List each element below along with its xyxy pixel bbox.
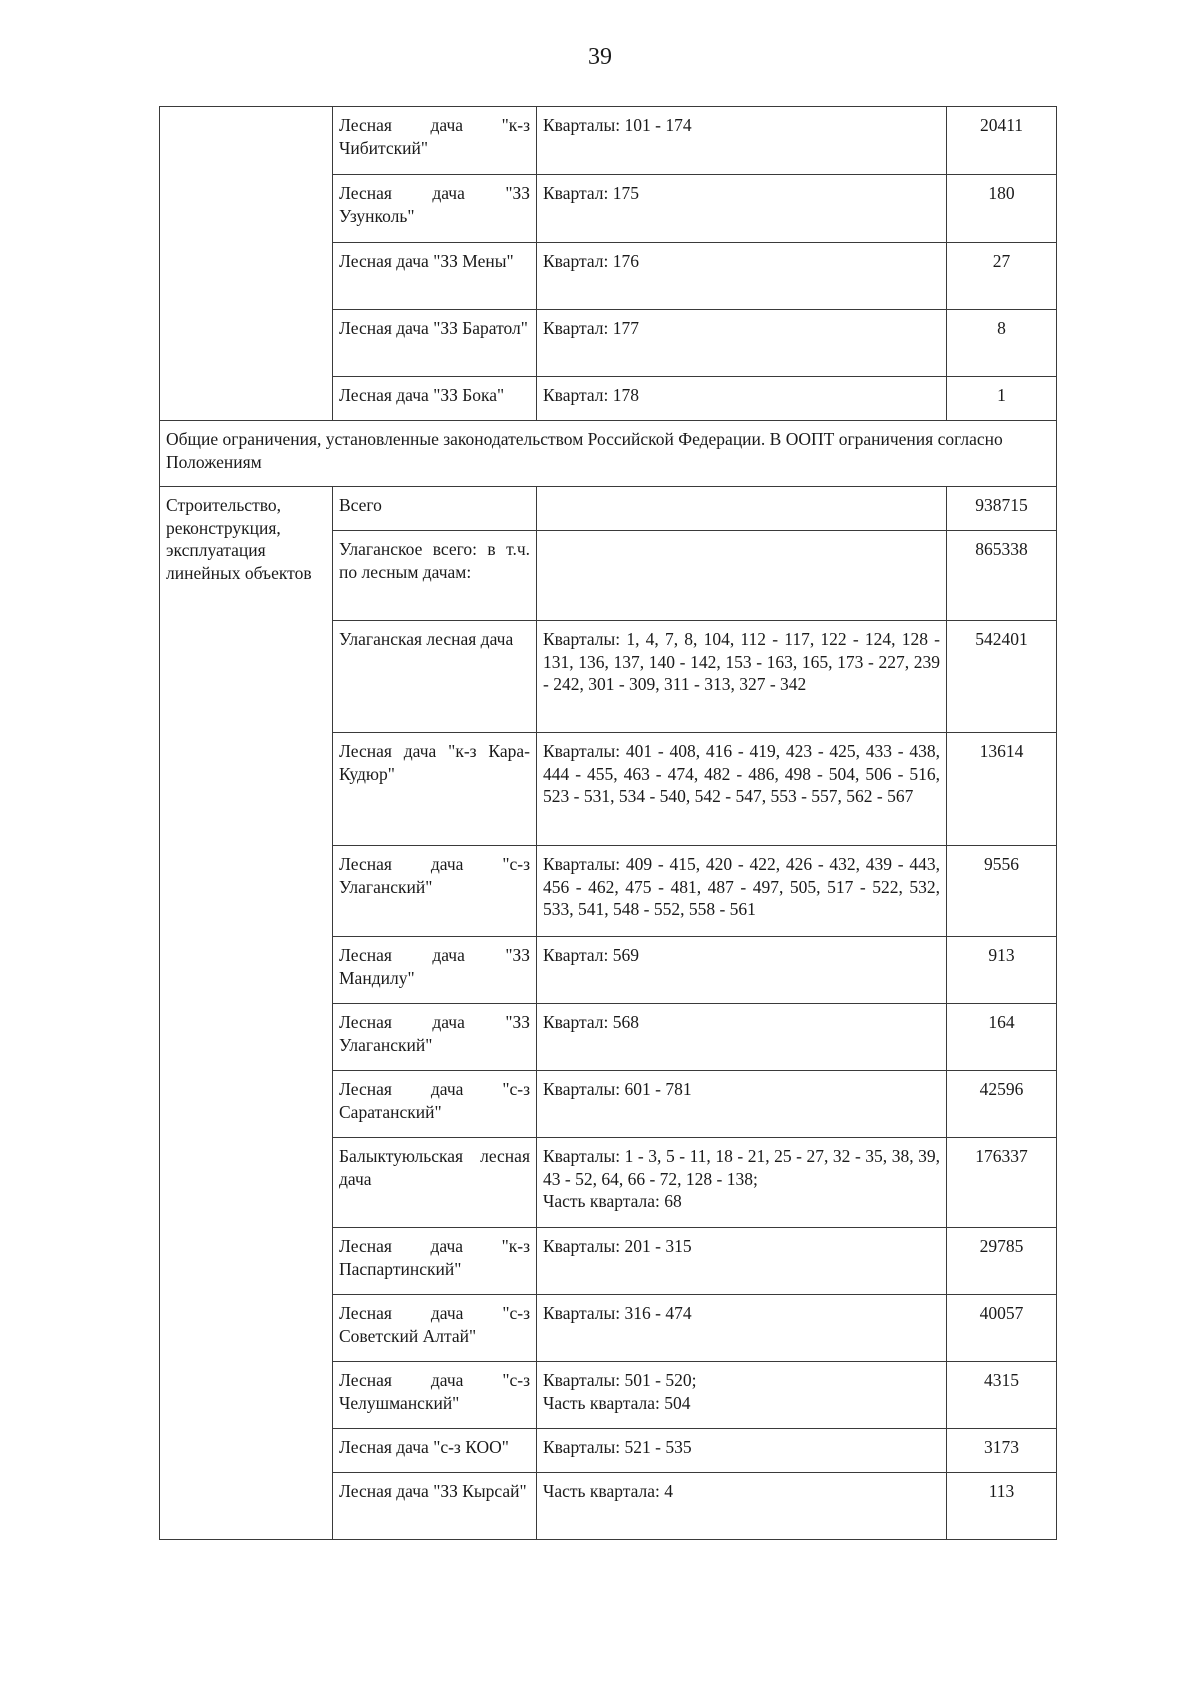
area-value: 27 bbox=[947, 243, 1057, 310]
area-value: 4315 bbox=[947, 1362, 1057, 1429]
quarters: Квартал: 568 bbox=[537, 1004, 947, 1071]
forest-name: Лесная дача "к-з Паспартинский" bbox=[333, 1228, 537, 1295]
area-value: 42596 bbox=[947, 1071, 1057, 1138]
forest-name: Лесная дача "ЗЗ Кырсай" bbox=[333, 1473, 537, 1540]
quarters-extra: Часть квартала: 68 bbox=[543, 1191, 682, 1211]
area-value: 164 bbox=[947, 1004, 1057, 1071]
forest-name: Балыктуюльская лесная дача bbox=[333, 1138, 537, 1228]
category-cell: Строительство, реконструкция, эксплуатация линейных объектов bbox=[160, 487, 333, 1540]
restriction-note-row bbox=[160, 421, 1057, 487]
quarters: Кварталы: 1, 4, 7, 8, 104, 112 - 117, 122 - 124, 128 - 131, 136, 137, 140 - 142, 153 - 163, 165, 173 - 227, 239 - 242, 301 - 309, 311 - 313, 327 - 342 bbox=[537, 621, 947, 733]
area-value: 40057 bbox=[947, 1295, 1057, 1362]
area-value: 8 bbox=[947, 310, 1057, 377]
total-row bbox=[160, 487, 1057, 531]
table-row bbox=[160, 107, 1057, 175]
quarters: Кварталы: 101 - 174 bbox=[537, 107, 947, 175]
area-value: 176337 bbox=[947, 1138, 1057, 1228]
area-value: 1 bbox=[947, 377, 1057, 421]
forest-name: Лесная дача "ЗЗ Узунколь" bbox=[333, 175, 537, 243]
area-value: 913 bbox=[947, 937, 1057, 1004]
forest-name: Улаганская лесная дача bbox=[333, 621, 537, 733]
quarters-extra: Часть квартала: 504 bbox=[543, 1392, 691, 1413]
quarters: Кварталы: 501 - 520; bbox=[543, 1370, 697, 1390]
empty-category-cell bbox=[160, 107, 333, 421]
forest-name: Лесная дача "с-з Челушманский" bbox=[333, 1362, 537, 1429]
quarters: Кварталы: 401 - 408, 416 - 419, 423 - 425, 433 - 438, 444 - 455, 463 - 474, 482 - 486, 498 - 504, 506 - 516, 523 - 531, 534 - 540, 542 - 547, 553 - 557, 562 - 567 bbox=[537, 733, 947, 846]
quarters: Кварталы: 201 - 315 bbox=[537, 1228, 947, 1295]
area-value: 180 bbox=[947, 175, 1057, 243]
forest-name: Лесная дача "с-з Саратанский" bbox=[333, 1071, 537, 1138]
forest-name: Лесная дача "ЗЗ Мены" bbox=[333, 243, 537, 310]
area-value: 29785 bbox=[947, 1228, 1057, 1295]
forest-name: Лесная дача "с-з Советский Алтай" bbox=[333, 1295, 537, 1362]
restriction-note: Общие ограничения, установленные законодательством Российской Федерации. В ООПТ ограничения согласно Положениям bbox=[160, 421, 1057, 487]
quarters-cell bbox=[537, 1362, 947, 1429]
forest-name: Лесная дача "к-з Чибитский" bbox=[333, 107, 537, 175]
forest-name: Лесная дача "с-з КОО" bbox=[333, 1429, 537, 1473]
quarters: Кварталы: 1 - 3, 5 - 11, 18 - 21, 25 - 27, 32 - 35, 38, 39, 43 - 52, 64, 66 - 72, 128 - 138; bbox=[543, 1146, 940, 1189]
quarters-cell bbox=[537, 1138, 947, 1228]
forest-name: Лесная дача "с-з Улаганский" bbox=[333, 846, 537, 937]
area-value: 13614 bbox=[947, 733, 1057, 846]
area-value: 20411 bbox=[947, 107, 1057, 175]
area-value: 113 bbox=[947, 1473, 1057, 1540]
total-value: 938715 bbox=[947, 487, 1057, 531]
quarters: Квартал: 176 bbox=[537, 243, 947, 310]
quarters: Часть квартала: 4 bbox=[537, 1473, 947, 1540]
quarters: Кварталы: 409 - 415, 420 - 422, 426 - 432, 439 - 443, 456 - 462, 475 - 481, 487 - 497, 505, 517 - 522, 532, 533, 541, 548 - 552, 558 - 561 bbox=[537, 846, 947, 937]
quarters: Кварталы: 521 - 535 bbox=[537, 1429, 947, 1473]
forest-name: Лесная дача "ЗЗ Улаганский" bbox=[333, 1004, 537, 1071]
forest-name: Лесная дача "ЗЗ Баратол" bbox=[333, 310, 537, 377]
quarters: Кварталы: 316 - 474 bbox=[537, 1295, 947, 1362]
forest-name: Лесная дача "ЗЗ Мандилу" bbox=[333, 937, 537, 1004]
area-value: 3173 bbox=[947, 1429, 1057, 1473]
subtotal-value: 865338 bbox=[947, 531, 1057, 621]
quarters: Квартал: 175 bbox=[537, 175, 947, 243]
quarters: Кварталы: 601 - 781 bbox=[537, 1071, 947, 1138]
empty-quarters-cell bbox=[537, 531, 947, 621]
area-value: 542401 bbox=[947, 621, 1057, 733]
quarters: Квартал: 177 bbox=[537, 310, 947, 377]
forest-name: Лесная дача "ЗЗ Бока" bbox=[333, 377, 537, 421]
area-value: 9556 bbox=[947, 846, 1057, 937]
total-label: Всего bbox=[333, 487, 537, 531]
empty-quarters-cell bbox=[537, 487, 947, 531]
subtotal-label: Улаганское всего: в т.ч. по лесным дачам: bbox=[333, 531, 537, 621]
forest-lands-table bbox=[159, 106, 1057, 1540]
forest-name: Лесная дача "к-з Кара-Кудюр" bbox=[333, 733, 537, 846]
quarters: Квартал: 178 bbox=[537, 377, 947, 421]
quarters: Квартал: 569 bbox=[537, 937, 947, 1004]
page-number: 39 bbox=[588, 44, 612, 70]
